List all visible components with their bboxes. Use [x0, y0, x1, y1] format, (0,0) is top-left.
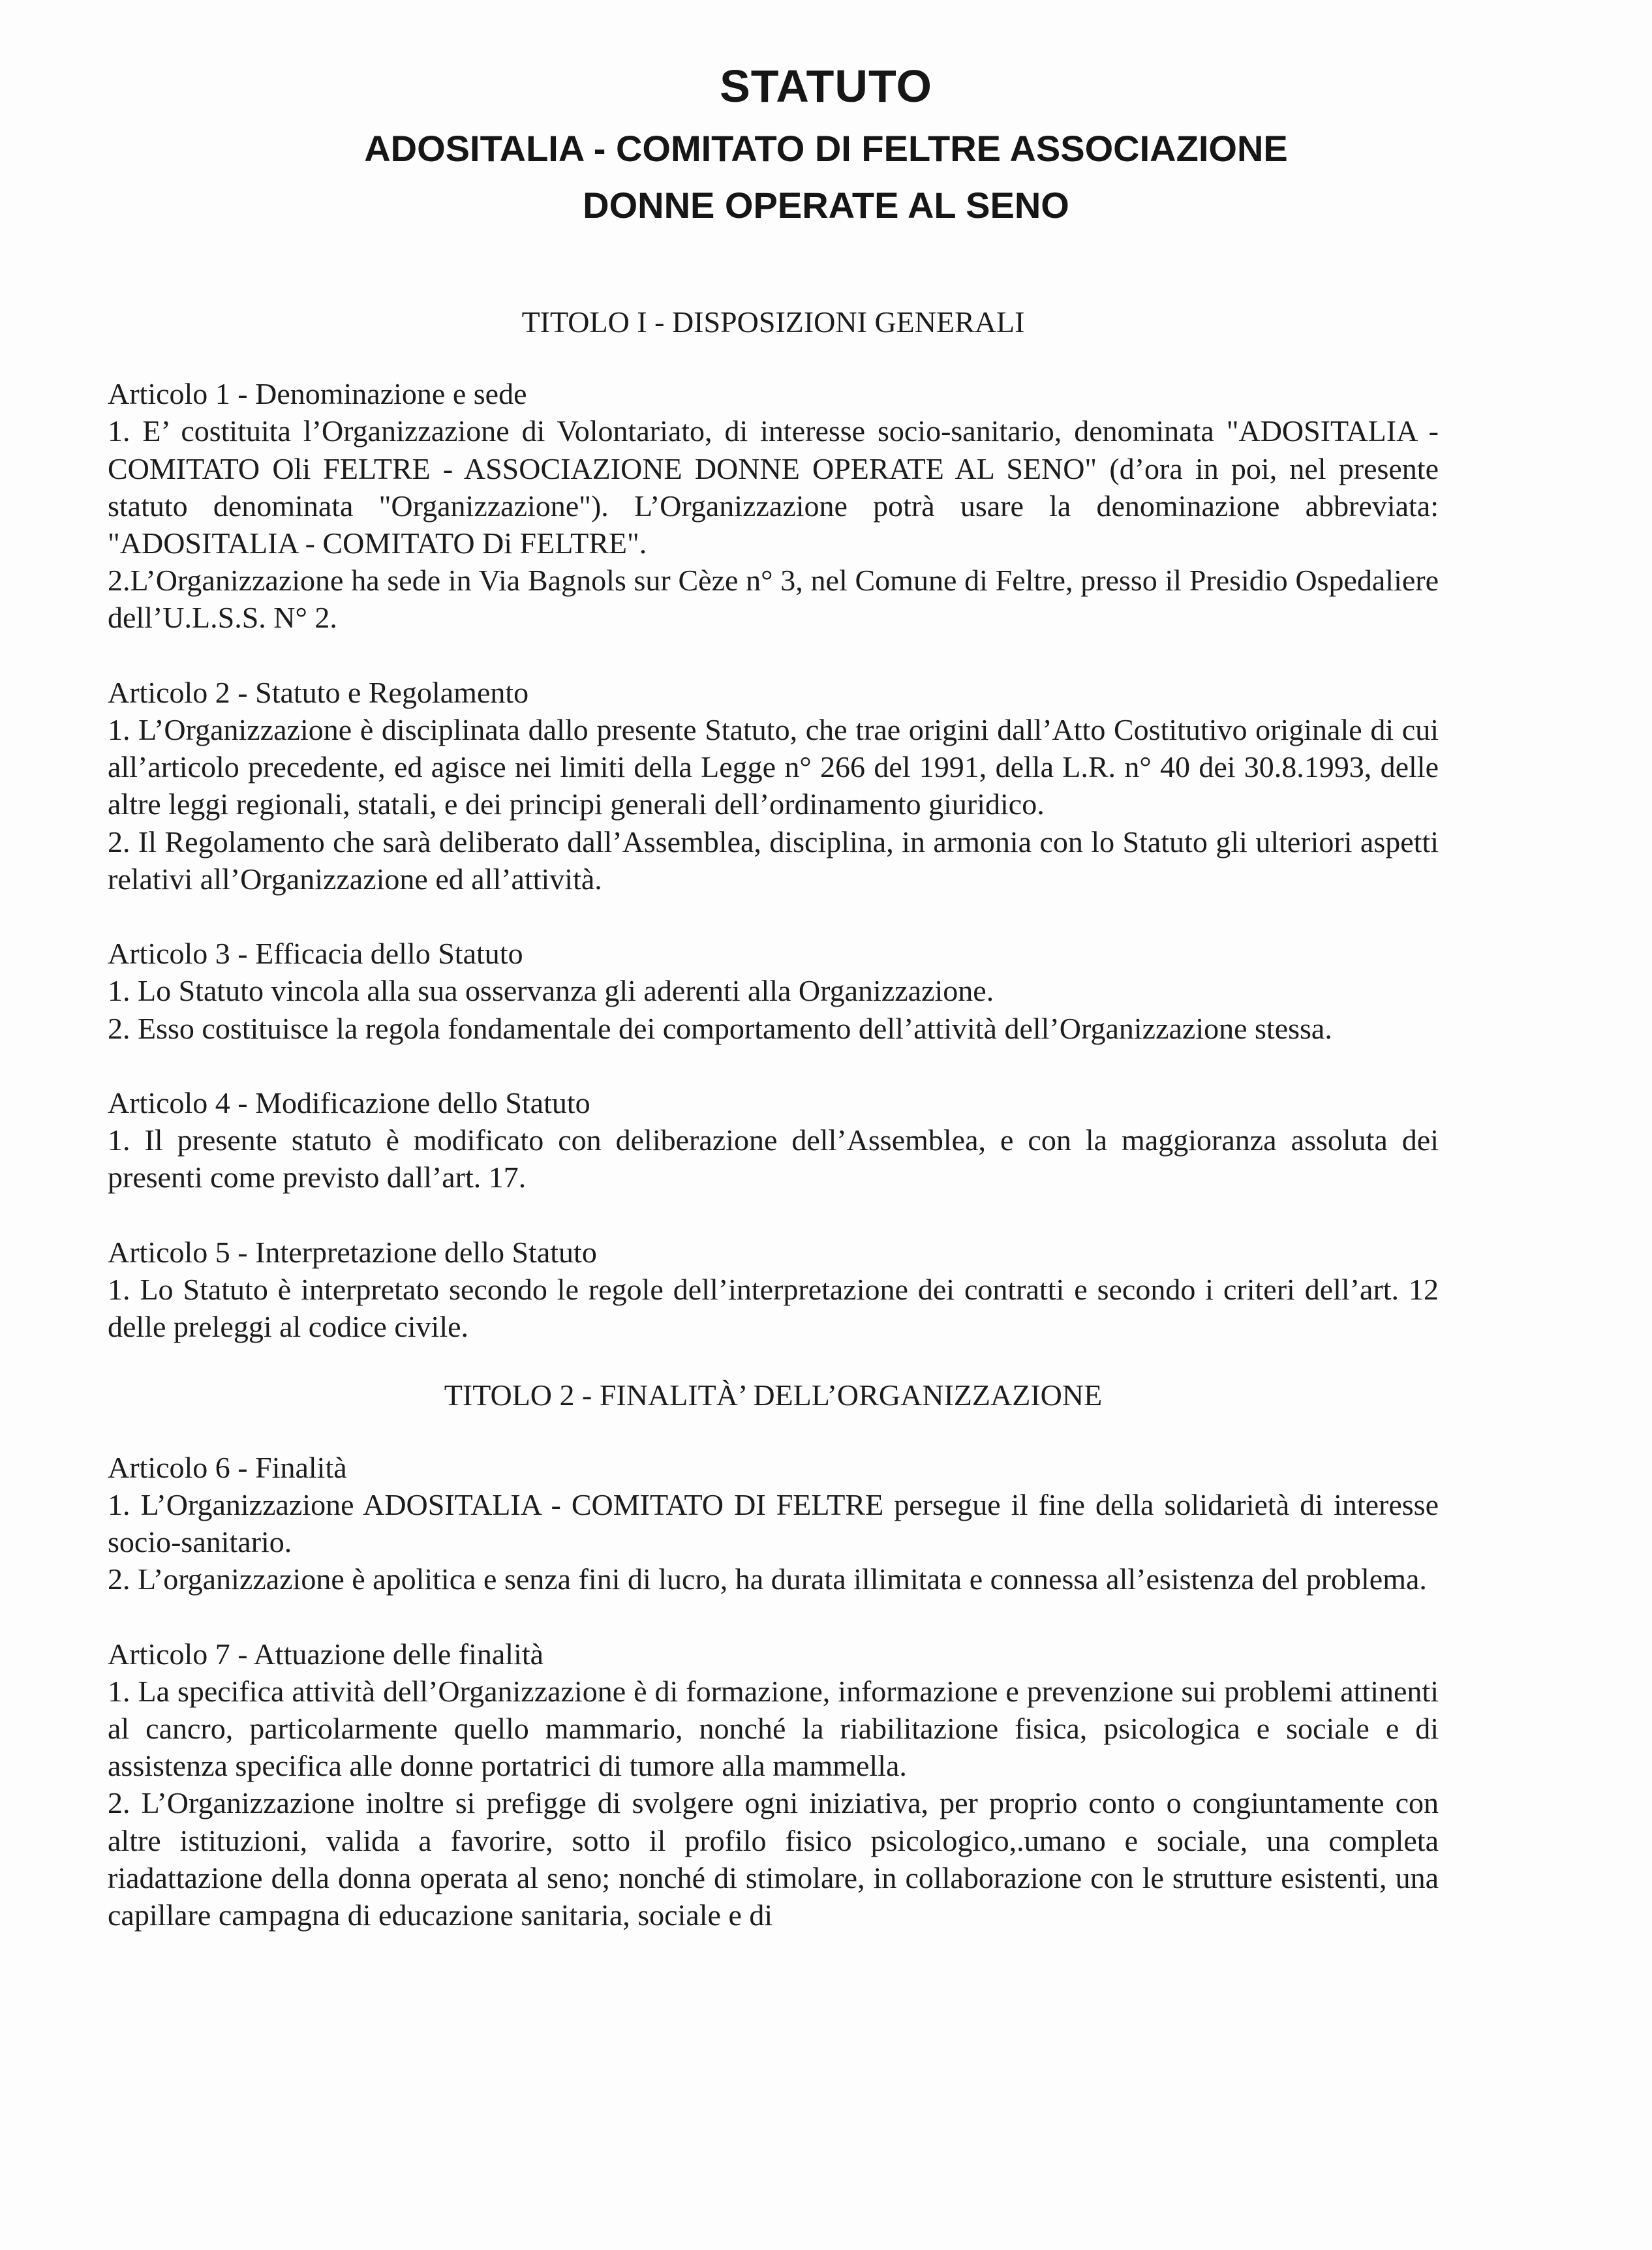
document-subtitle-line2: DONNE OPERATE AL SENO	[583, 185, 1069, 226]
article-paragraph: 2.L’Organizzazione ha sede in Via Bagnols sur Cèze n° 3, nel Comune di Feltre, presso il Presidio Ospedaliere dell’U.L.S.S. N° 2.	[108, 564, 1439, 635]
article-paragraph: 2. Esso costituisce la regola fondamentale dei comportamento dell’attività dell’Organizzazione stessa.	[108, 1011, 1332, 1045]
article-4	[108, 1084, 1439, 1196]
document-body	[108, 303, 1439, 1934]
article-heading: Articolo 5 - Interpretazione dello Statuto	[108, 1235, 597, 1269]
article-heading: Articolo 6 - Finalità	[108, 1450, 347, 1484]
article-2	[108, 674, 1439, 898]
article-paragraph: 1. Il presente statuto è modificato con deliberazione dell’Assemblea, e con la maggioranza assoluta dei presenti come previsto dall’art. 17.	[108, 1123, 1439, 1194]
article-heading: Articolo 4 - Modificazione dello Statuto	[108, 1086, 590, 1119]
article-1	[108, 375, 1439, 636]
document-subtitle-line1: ADOSITALIA - COMITATO DI FELTRE ASSOCIAZIONE	[364, 128, 1288, 169]
article-3	[108, 935, 1439, 1047]
article-paragraph: 2. Il Regolamento che sarà deliberato dall’Assemblea, disciplina, in armonia con lo Statuto gli ulteriori aspetti relativi all’Organizzazione ed all’attività.	[108, 825, 1439, 896]
section-title-1: TITOLO I - DISPOSIZIONI GENERALI	[521, 305, 1025, 339]
article-paragraph: 2. L’organizzazione è apolitica e senza fini di lucro, ha durata illimitata e connessa all’esistenza del problema.	[108, 1562, 1427, 1596]
article-paragraph: 1. La specifica attività dell’Organizzazione è di formazione, informazione e prevenzione sui problemi attinenti al cancro, particolarmente quello mammario, nonché la riabilitazione fisica, psicologica e sociale e di assistenza specifica alle donne portatrici di tumore alla mammella.	[108, 1674, 1439, 1783]
article-paragraph: 1. L’Organizzazione ADOSITALIA - COMITATO DI FELTRE persegue il fine della solidarietà di interesse socio-sanitario.	[108, 1487, 1439, 1558]
article-5	[108, 1234, 1439, 1346]
article-heading: Articolo 2 - Statuto e Regolamento	[108, 675, 529, 709]
article-paragraph: 1. Lo Statuto vincola alla sua osservanza gli aderenti alla Organizzazione.	[108, 974, 994, 1008]
article-heading: Articolo 1 - Denominazione e sede	[108, 377, 527, 411]
article-6	[108, 1449, 1439, 1598]
article-heading: Articolo 3 - Efficacia dello Statuto	[108, 937, 523, 971]
article-paragraph: 1. L’Organizzazione è disciplinata dallo presente Statuto, che trae origini dall’Atto Costitutivo originale di cui all’articolo precedente, ed agisce nei limiti della Legge n° 266 del 1991, della L.R. n° 40 dei 30.8.1993, delle altre leggi regionali, statali, e dei principi generali dell’ordinamento giuridico.	[108, 712, 1439, 821]
document-title: STATUTO	[720, 61, 932, 112]
section-title-2: TITOLO 2 - FINALITÀ’ DELL’ORGANIZZAZIONE	[444, 1378, 1103, 1412]
article-paragraph: 1. E’ costituita l’Organizzazione di Volontariato, di interesse socio-sanitario, denominata "ADOSITALIA - COMITATO Oli FELTRE - ASSOCIAZIONE DONNE OPERATE AL SENO" (d’ora in poi, nel presente statuto denominata "Organizzazione"). L’Organizzazione potrà usare la denominazione abbreviata: "ADOSITALIA - COMITATO Di FELTRE".	[108, 414, 1439, 560]
article-paragraph: 2. L’Organizzazione inoltre si prefigge di svolgere ogni iniziativa, per proprio conto o congiuntamente con altre istituzioni, valida a favorire, sotto il profilo fisico psicologico,.umano e sociale, una completa riadattazione della donna operata al seno; nonché di stimolare, in collaborazione con le strutture esistenti, una capillare campagna di educazione sanitaria, sociale e di	[108, 1786, 1439, 1932]
article-paragraph: 1. Lo Statuto è interpretato secondo le regole dell’interpretazione dei contratti e secondo i criteri dell’art. 12 delle preleggi al codice civile.	[108, 1272, 1439, 1344]
article-7	[108, 1635, 1439, 1934]
article-heading: Articolo 7 - Attuazione delle finalità	[108, 1637, 544, 1671]
